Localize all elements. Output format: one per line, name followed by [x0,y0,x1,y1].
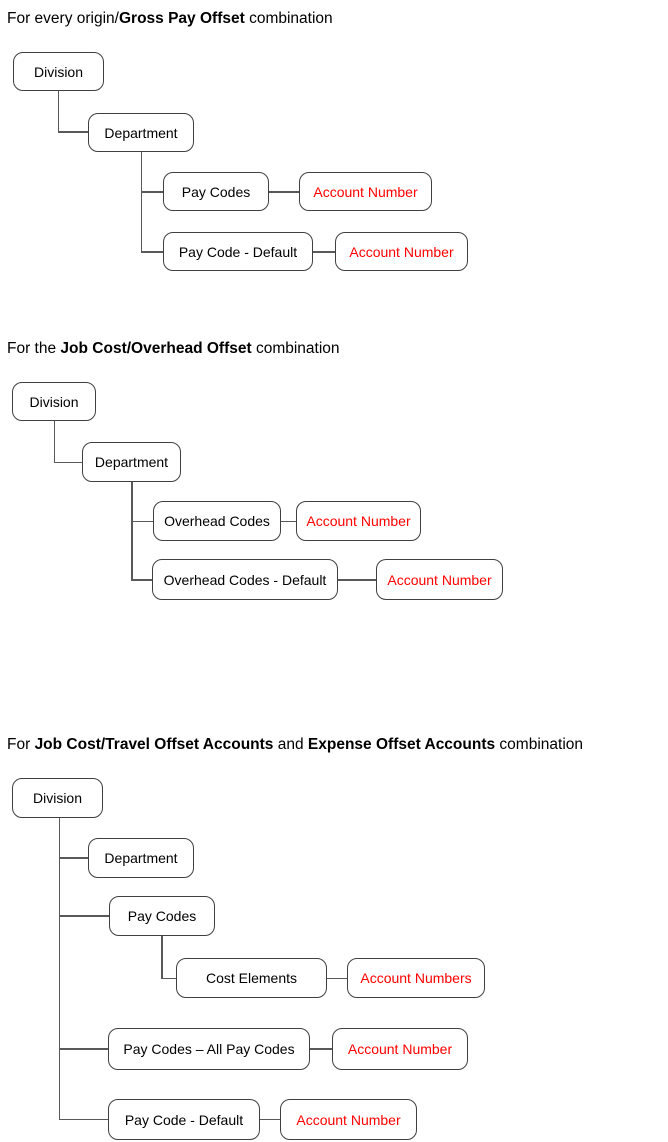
node-pay-code-default: Pay Code - Default [108,1099,260,1140]
connector-line [260,1119,280,1121]
connector-line [58,91,60,132]
node-division: Division [12,382,96,421]
heading-text: combination [244,10,333,27]
connector-line [141,251,164,253]
connector-line [58,131,89,133]
heading-bold-text: Gross Pay Offset [118,10,245,27]
node-pay-code-default: Pay Code - Default [163,232,313,271]
connector-line [131,579,152,581]
node-pay-codes: Pay Codes [163,172,269,211]
connector-line [327,978,347,980]
node-overhead-codes: Overhead Codes [153,501,281,541]
node-department: Department [82,442,181,482]
heading-bold-text: Job Cost/Travel Offset Accounts [34,736,274,753]
node-division: Division [12,778,103,818]
connector-line [131,521,153,523]
connector-line [313,251,335,253]
heading-bold-text: Job Cost/Overhead Offset [60,340,252,357]
heading-text: and [273,736,308,753]
node-department: Department [88,838,194,878]
node-pay-codes-all-pay-codes: Pay Codes – All Pay Codes [108,1028,310,1070]
connector-line [281,521,296,523]
connector-line [141,152,143,253]
heading-text: combination [495,736,584,753]
node-account-number: Account Number [332,1028,468,1070]
node-account-number: Account Number [280,1099,417,1140]
connector-line [54,421,56,462]
node-account-numbers: Account Numbers [347,958,485,998]
node-account-number: Account Number [299,172,432,211]
node-account-number: Account Number [296,501,421,541]
connector-line [310,1048,332,1050]
connector-line [59,1048,109,1050]
connector-line [269,191,299,193]
section-heading-gross-pay-offset [7,9,333,29]
node-account-number: Account Number [376,559,503,600]
node-department: Department [88,113,194,152]
connector-line [161,978,176,980]
section-heading-travel-expense-offset [7,735,583,755]
connector-line [338,579,376,581]
connector-line [59,915,110,917]
node-pay-codes: Pay Codes [109,896,215,936]
connector-line [59,1119,109,1121]
connector-line [54,462,83,464]
heading-bold-text: Expense Offset Accounts [307,736,496,753]
connector-line [141,191,164,193]
heading-text: For every origin/ [7,10,119,27]
heading-text: combination [251,340,340,357]
connector-line [131,482,133,581]
connector-line [59,818,61,1120]
node-account-number: Account Number [335,232,468,271]
heading-text: For the [7,340,61,357]
connector-line [59,857,89,859]
heading-text: For [7,736,35,753]
node-division: Division [13,52,104,91]
node-cost-elements: Cost Elements [176,958,327,998]
connector-line [161,936,163,979]
section-heading-overhead-offset [7,339,340,359]
node-overhead-codes-default: Overhead Codes - Default [152,559,338,600]
